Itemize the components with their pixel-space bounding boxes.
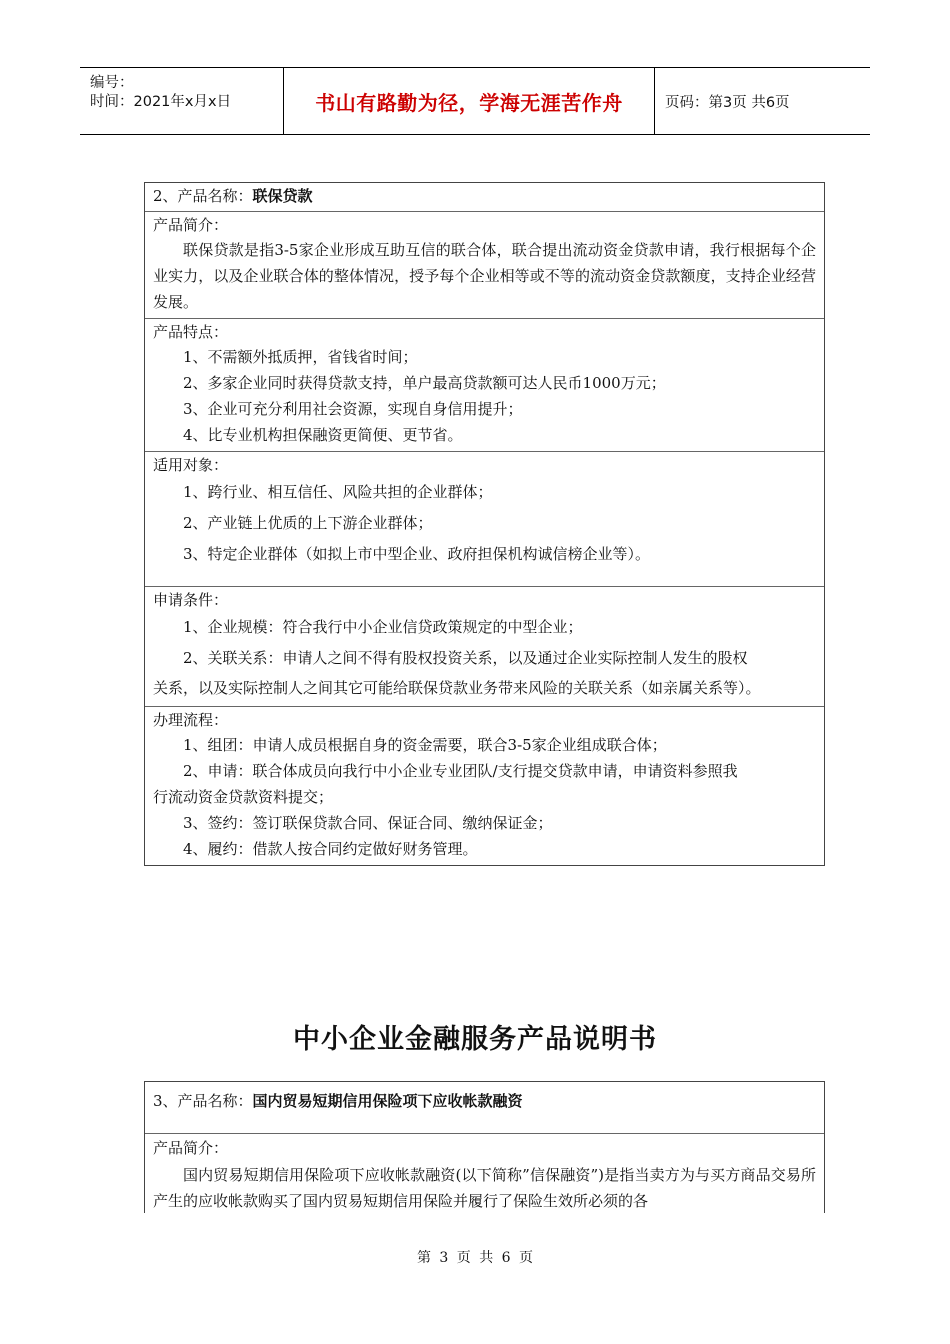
product-2-features-row xyxy=(145,319,824,452)
feature-item: 3、企业可充分利用社会资源，实现自身信用提升； xyxy=(183,400,523,418)
product-2-process-row xyxy=(145,707,824,865)
feature-item: 1、不需额外抵质押，省钱省时间； xyxy=(183,348,418,366)
process-item: 4、履约：借款人按合同约定做好财务管理。 xyxy=(183,840,478,858)
product-name-prefix: 3、产品名称： xyxy=(153,1092,253,1110)
intro-text: 国内贸易短期信用保险项下应收帐款融资(以下简称”信保融资”)是指当卖方为与买方商品交易所产生的应收帐款购买了国内贸易短期信用保险并履行了保险生效所必须的各 xyxy=(153,1166,816,1210)
product-3-intro-row xyxy=(145,1134,824,1213)
target-item: 1、跨行业、相互信任、风险共担的企业群体； xyxy=(183,483,493,501)
targets-heading: 适用对象： xyxy=(153,456,229,474)
product-name: 联保贷款 xyxy=(252,187,313,205)
product-2-conditions-row xyxy=(145,587,824,707)
process-item: 3、签约：签订联保贷款合同、保证合同、缴纳保证金； xyxy=(183,814,553,832)
date-label: 时间：2021年x月x日 xyxy=(90,94,232,110)
process-heading: 办理流程： xyxy=(153,711,229,729)
target-item: 3、特定企业群体（如拟上市中型企业、政府担保机构诚信榜企业等）。 xyxy=(183,545,651,563)
conditions-heading: 申请条件： xyxy=(153,591,229,609)
feature-item: 4、比专业机构担保融资更简便、更节省。 xyxy=(183,426,463,444)
intro-text: 联保贷款是指3-5家企业形成互助互信的联合体，联合提出流动资金贷款申请，我行根据每个企业实力，以及企业联合体的整体情况，授予每个企业相等或不等的流动资金贷款额度，支持企业经营发展。 xyxy=(153,241,816,311)
header-motto: 书山有路勤为径，学海无涯苦作舟 xyxy=(283,68,655,134)
process-item: 1、组团：申请人成员根据自身的资金需要，联合3-5家企业组成联合体； xyxy=(183,736,667,754)
product-2-intro-row xyxy=(145,212,824,319)
header-page-label: 页码：第3页 共6页 xyxy=(665,94,790,111)
number-label: 编号： xyxy=(90,75,134,91)
product-2-name-row xyxy=(145,183,824,212)
condition-item-continued: 关系，以及实际控制人之间其它可能给联保贷款业务带来风险的关联关系（如亲属关系等）。 xyxy=(153,679,761,697)
features-heading: 产品特点： xyxy=(153,323,229,341)
page-footer: 第 3 页 共 6 页 xyxy=(416,1250,534,1266)
product-3-name-row xyxy=(145,1082,824,1134)
product-3-table xyxy=(144,1081,825,1213)
condition-item: 1、企业规模：符合我行中小企业信贷政策规定的中型企业； xyxy=(183,618,583,636)
product-name-prefix: 2、产品名称： xyxy=(153,187,253,205)
intro-heading: 产品简介： xyxy=(153,1139,229,1157)
page-header xyxy=(80,67,870,135)
condition-item: 2、关联关系：申请人之间不得有股权投资关系，以及通过企业实际控制人发生的股权 xyxy=(183,649,748,667)
process-item: 2、申请：联合体成员向我行中小企业专业团队/支行提交贷款申请，申请资料参照我 xyxy=(183,762,738,780)
intro-heading: 产品简介： xyxy=(153,216,229,234)
target-item: 2、产业链上优质的上下游企业群体； xyxy=(183,514,433,532)
product-name: 国内贸易短期信用保险项下应收帐款融资 xyxy=(252,1092,523,1110)
section-title: 中小企业金融服务产品说明书 xyxy=(293,1024,657,1055)
feature-item: 2、多家企业同时获得贷款支持，单户最高贷款额可达人民币1000万元； xyxy=(183,374,666,392)
product-2-targets-row xyxy=(145,452,824,587)
product-2-table xyxy=(144,182,825,866)
process-item-continued: 行流动资金贷款资料提交； xyxy=(153,788,334,806)
header-meta xyxy=(80,68,283,134)
